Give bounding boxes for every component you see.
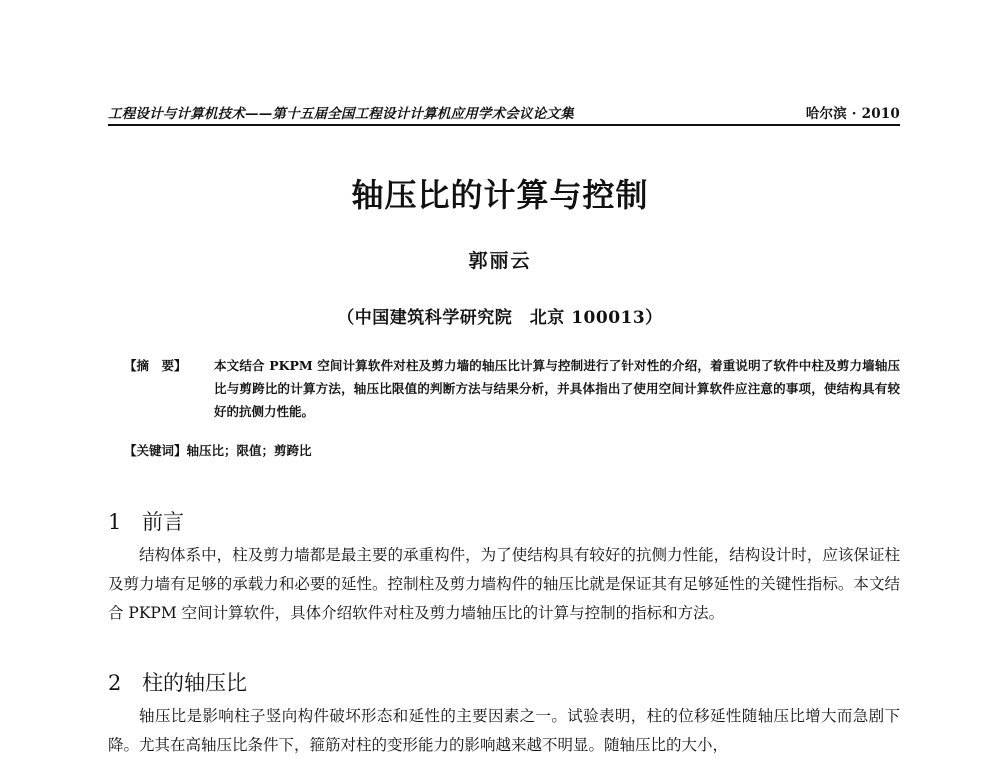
header-rule xyxy=(108,124,900,126)
section-2-paragraph: 轴压比是影响柱子竖向构件破坏形态和延性的主要因素之一。试验表明，柱的位移延性随轴压比增大而急剧下降。尤其在高轴压比条件下，箍筋对柱的变形能力的影响越来越不明显。随轴压比的大小， xyxy=(108,707,900,754)
keywords-label: 【关键词】 xyxy=(124,443,187,458)
abstract-label: 【摘 要】 xyxy=(124,358,187,373)
section-number: 1 xyxy=(108,510,122,534)
journal-title: 工程设计与计算机技术——第十五届全国工程设计计算机应用学术会议论文集 xyxy=(108,106,574,122)
running-header xyxy=(108,100,900,124)
abstract xyxy=(124,354,900,423)
section-title: 柱的轴压比 xyxy=(142,671,247,695)
paper-title: 轴压比的计算与控制 xyxy=(351,176,649,214)
author-affiliation: （中国建筑科学研究院 北京 100013） xyxy=(337,308,663,328)
section-1-paragraph: 结构体系中，柱及剪力墙都是最主要的承重构件，为了使结构具有较好的抗侧力性能，结构设计时，应该保证柱及剪力墙有足够的承载力和必要的延性。控制柱及剪力墙构件的轴压比就是保证其有足够延性的关键性指标。本文结合 PKPM 空间计算软件，具体介绍软件对柱及剪力墙轴压比的计算与控制的指标和方法。 xyxy=(108,546,900,622)
conference-location-year: 哈尔滨 · 2010 xyxy=(805,106,900,122)
section-number: 2 xyxy=(108,671,122,695)
section-title: 前言 xyxy=(142,510,184,534)
author-name: 郭丽云 xyxy=(468,250,532,272)
section-heading-1 xyxy=(108,506,184,536)
section-heading-2 xyxy=(108,667,247,697)
keywords-text: 轴压比；限值；剪跨比 xyxy=(186,443,312,458)
keywords xyxy=(124,441,312,459)
abstract-text: 本文结合 PKPM 空间计算软件对柱及剪力墙的轴压比计算与控制进行了针对性的介绍，着重说明了软件中柱及剪力墙轴压比与剪跨比的计算方法，轴压比限值的判断方法与结果分析，并具体指出了使用空间计算软件应注意的事项，使结构具有较好的抗侧力性能。 xyxy=(214,358,900,419)
